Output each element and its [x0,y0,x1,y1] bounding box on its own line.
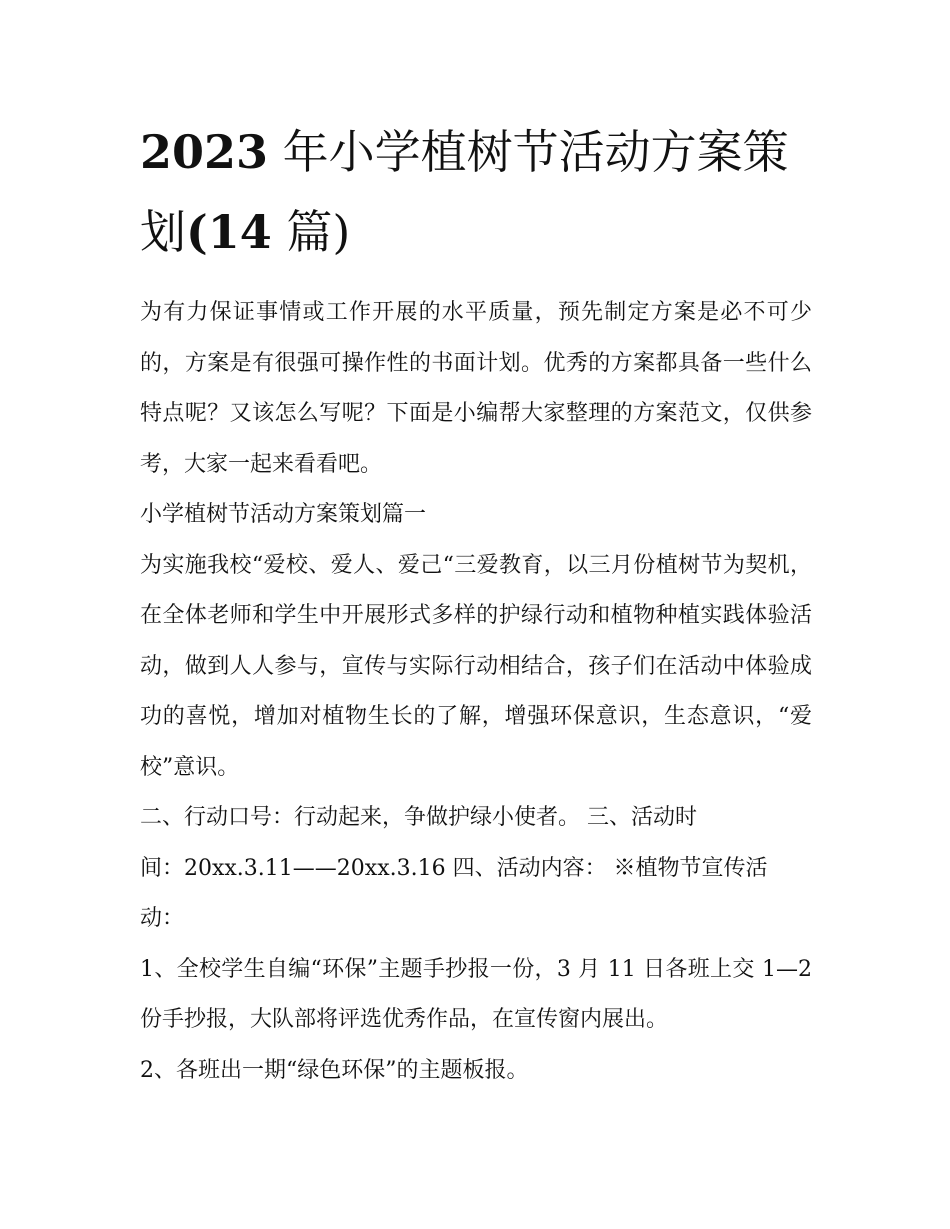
section-heading: 小学植树节活动方案策划篇一 [140,502,427,527]
document-body [140,112,812,1096]
content-item-1: 1、全校学生自编“环保”主题手抄报一份，3 月 11 日各班上交 1—2 份手抄报，大队部将评选优秀作品，在宣传窗内展出。 [140,956,812,1032]
slogan-line-3: 动： [140,906,185,931]
slogan-line-1: 二、行动口号：行动起来，争做护绿小使者。 三、活动时 [140,805,697,830]
title-count: (14 [186,205,272,259]
slogan-paragraph [140,793,812,945]
document-title [140,112,812,272]
title-line-2 [140,192,812,272]
slogan-line-2: 间：20xx.3.11——20xx.3.16 四、活动内容： ※植物节宣传活 [140,855,768,881]
title-line-1 [140,112,812,192]
intro-paragraph: 为有力保证事情或工作开展的水平质量，预先制定方案是必不可少的，方案是有很强可操作性的书面计划。优秀的方案都具备一些什么特点呢？又该怎么写呢？下面是小编帮大家整理的方案范文，仅供参考，大家一起来看看吧。 [140,300,812,477]
purpose-paragraph: 为实施我校“爱校、爱人、爱己“三爱教育，以三月份植树节为契机，在全体老师和学生中开展形式多样的护绿行动和植物种植实践体验活动，做到人人参与，宣传与实际行动相结合，孩子们在活动中体验成功的喜悦，增加对植物生长的了解，增强环保意识，生态意识，“爱校”意识。 [140,552,812,780]
title-text-1: 年小学植树节活动方案策 [282,125,789,179]
title-text-2b: 篇) [286,205,351,259]
content-item-2: 2、各班出一期“绿色环保”的主题板报。 [140,1057,529,1083]
title-text-2a: 划 [140,205,186,259]
title-year: 2023 [140,125,269,179]
